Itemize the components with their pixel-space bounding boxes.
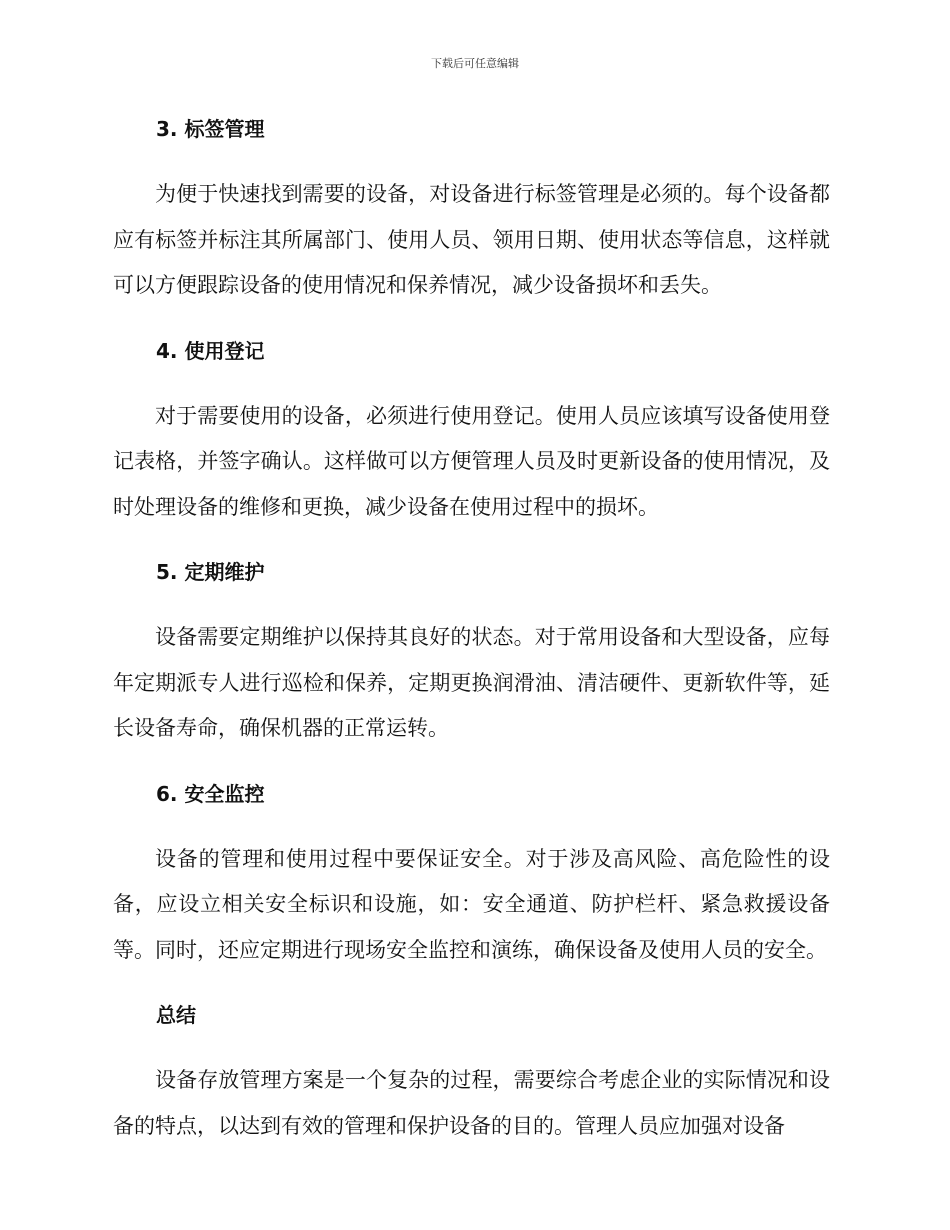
section-heading-safety-monitoring: 6. 安全监控 — [156, 781, 265, 806]
document-body — [113, 113, 830, 1149]
section-heading-label-management: 3. 标签管理 — [156, 117, 265, 141]
section-paragraph-usage-registration: 对于需要使用的设备，必须进行使用登记。使用人员应该填写设备使用登记表格，并签字确认。这样做可以方便管理人员及时更新设备的使用情况，及时处理设备的维修和更换，减少设备在使用过程中的损坏。 — [113, 403, 830, 519]
section-paragraph-label-management: 为便于快速找到需要的设备，对设备进行标签管理是必须的。每个设备都应有标签并标注其所属部门、使用人员、领用日期、使用状态等信息，这样就可以方便跟踪设备的使用情况和保养情况，减少设备损坏和丢失。 — [113, 182, 830, 297]
section-paragraph-regular-maintenance: 设备需要定期维护以保持其良好的状态。对于常用设备和大型设备，应每年定期派专人进行巡检和保养，定期更换润滑油、清洁硬件、更新软件等，延长设备寿命，确保机器的正常运转。 — [113, 625, 830, 740]
section-heading-usage-registration: 4. 使用登记 — [156, 338, 265, 363]
section-heading-summary: 总结 — [156, 1003, 196, 1027]
section-paragraph-safety-monitoring: 设备的管理和使用过程中要保证安全。对于涉及高风险、高危险性的设备，应设立相关安全标识和设施，如：安全通道、防护栏杆、紧急救援设备等。同时，还应定期进行现场安全监控和演练，确保设备及使用人员的安全。 — [113, 846, 830, 962]
section-heading-regular-maintenance: 5. 定期维护 — [156, 560, 265, 584]
section-paragraph-summary: 设备存放管理方案是一个复杂的过程，需要综合考虑企业的实际情况和设备的特点，以达到有效的管理和保护设备的目的。管理人员应加强对设备 — [113, 1068, 830, 1138]
header-note: 下载后可任意编辑 — [431, 57, 519, 70]
